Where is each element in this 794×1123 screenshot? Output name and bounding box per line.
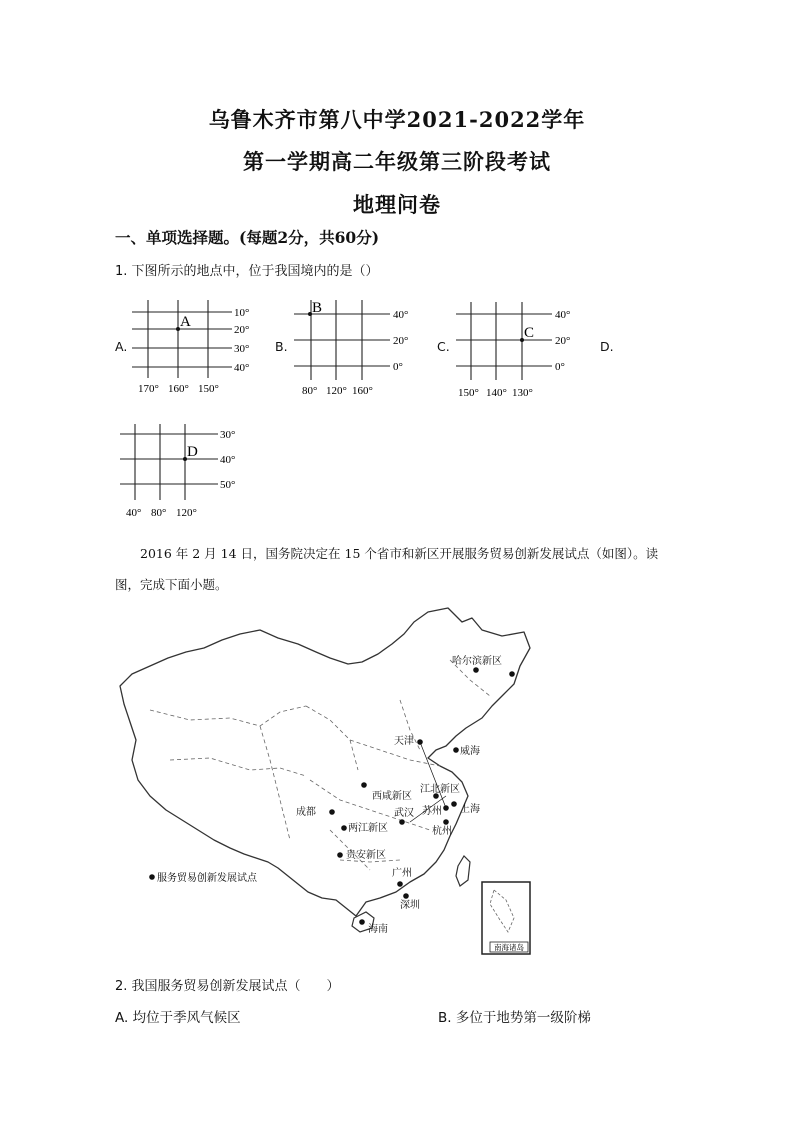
city-label: 广州	[392, 868, 412, 879]
city-label: 上海	[460, 804, 480, 815]
lon-label: 120°	[176, 507, 197, 519]
lon-label: 170°	[138, 383, 159, 395]
option-a-label: A.	[115, 339, 128, 354]
lat-label: 0°	[393, 361, 403, 373]
lon-label: 80°	[151, 507, 167, 519]
option-c-label: C.	[437, 339, 450, 354]
question-2-option-b: B. 多位于地势第一级阶梯	[438, 1010, 591, 1026]
option-b-label: B.	[275, 339, 288, 354]
lon-label: 150°	[198, 383, 219, 395]
lat-label: 30°	[234, 343, 250, 355]
option-a-grid	[130, 298, 265, 403]
option-d-label: D.	[600, 339, 614, 354]
question-2-option-a: A. 均位于季风气候区	[115, 1010, 241, 1026]
city-label: 威海	[460, 746, 480, 757]
lat-label: 20°	[393, 335, 409, 347]
inset-label: 南海诸岛	[494, 943, 524, 952]
section-heading: 一、单项选择题。(每题2分，共60分)	[115, 228, 380, 247]
passage-line-1: 2016 年 2 月 14 日，国务院决定在 15 个省市和新区开展服务贸易创新发展试点（如图）。读	[140, 546, 659, 561]
china-map	[110, 600, 550, 960]
city-label: 海南	[368, 924, 388, 935]
city-label: 哈尔滨新区	[452, 656, 502, 667]
option-c-grid	[452, 300, 587, 409]
taiwan-island	[456, 856, 470, 886]
lon-label: 150°	[458, 387, 479, 399]
point-d: D	[187, 444, 198, 460]
passage-line-2: 图，完成下面小题。	[115, 577, 228, 592]
point-c: C	[524, 325, 535, 341]
option-d-grid	[118, 422, 253, 531]
lon-label: 130°	[512, 387, 533, 399]
point-a: A	[180, 314, 191, 330]
exam-title-line1: 乌鲁木齐市第八中学2021-2022学年	[208, 107, 586, 132]
lat-label: 30°	[220, 429, 236, 441]
city-label: 西咸新区	[372, 791, 412, 802]
lon-label: 40°	[126, 507, 142, 519]
city-label: 江北新区	[420, 784, 460, 795]
city-label: 成都	[296, 807, 316, 818]
option-b-grid	[290, 298, 425, 407]
lat-label: 40°	[220, 454, 236, 466]
question-2-stem: 2. 我国服务贸易创新发展试点（ ）	[115, 979, 340, 994]
exam-title-line3: 地理问卷	[353, 192, 441, 217]
lon-label: 120°	[326, 385, 347, 397]
lon-label: 160°	[352, 385, 373, 397]
lat-label: 40°	[234, 362, 250, 374]
lon-label: 140°	[486, 387, 507, 399]
question-1-stem: 1. 下图所示的地点中，位于我国境内的是（）	[115, 264, 379, 279]
lon-label: 80°	[302, 385, 318, 397]
lat-label: 20°	[234, 324, 250, 336]
city-label: 两江新区	[348, 823, 388, 834]
point-b: B	[312, 300, 323, 316]
city-label: 深圳	[400, 900, 420, 911]
exam-title-line2: 第一学期高二年级第三阶段考试	[243, 149, 551, 174]
city-label: 贵安新区	[346, 850, 386, 861]
city-label: 天津	[394, 736, 414, 747]
lat-label: 20°	[555, 335, 571, 347]
lat-label: 50°	[220, 479, 236, 491]
city-label: 武汉	[394, 808, 414, 819]
lat-label: 40°	[393, 309, 409, 321]
lat-label: 10°	[234, 307, 250, 319]
lon-label: 160°	[168, 383, 189, 395]
city-label: 苏州	[422, 806, 442, 817]
lat-label: 40°	[555, 309, 571, 321]
map-legend: 服务贸易创新发展试点	[157, 873, 257, 884]
city-label: 杭州	[432, 826, 452, 837]
lat-label: 0°	[555, 361, 565, 373]
